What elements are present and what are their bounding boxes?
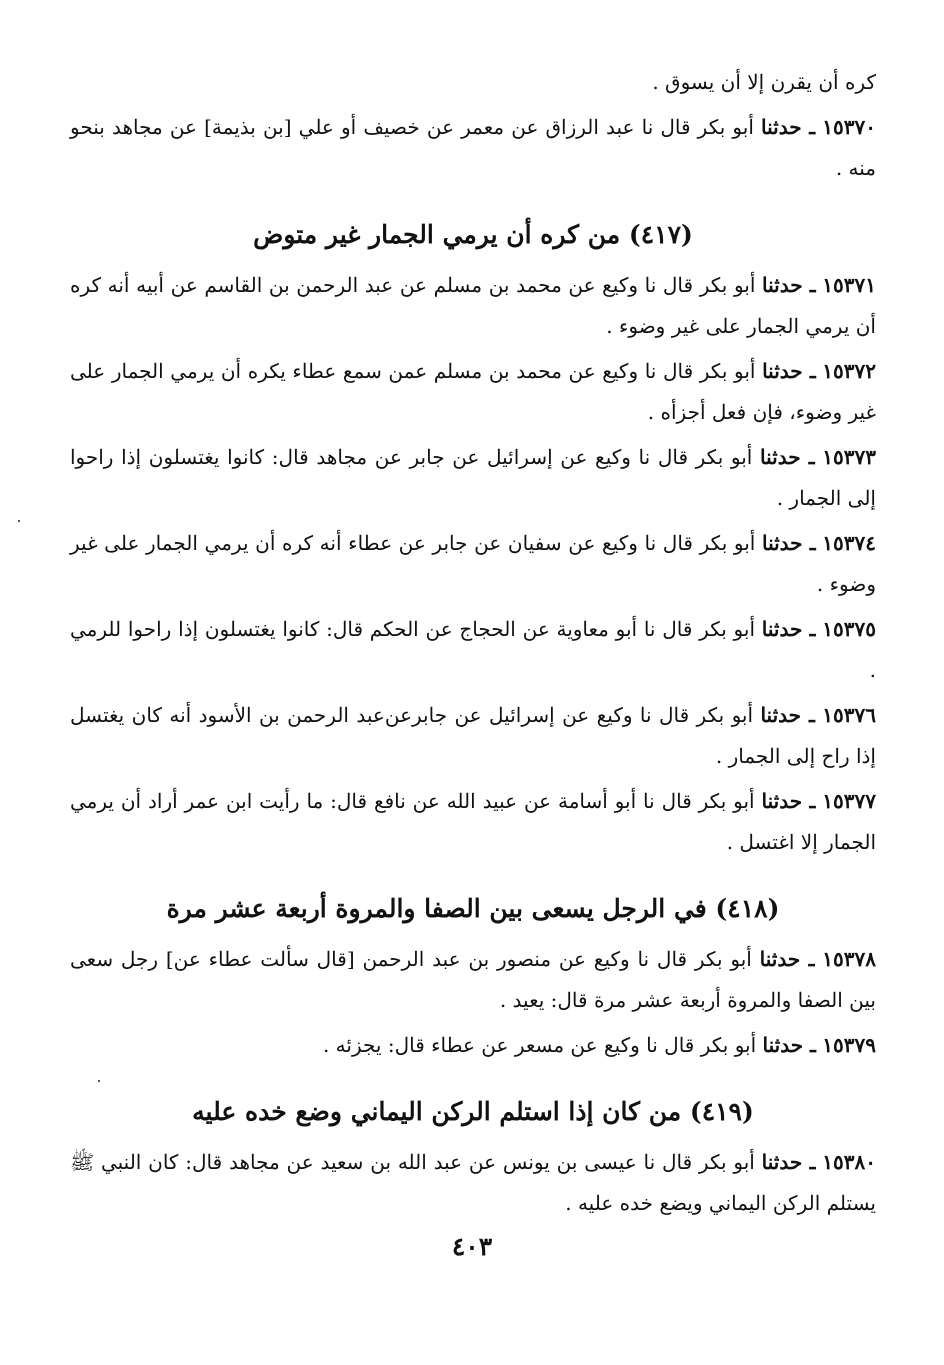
entry-lead: ـ حدثنا — [760, 445, 815, 469]
entry-text: أبو بكر قال نا عيسى بن يونس عن عبد الله بن سعيد عن مجاهد قال: كان النبي ﷺ يستلم الركن اليماني ويضع خده عليه . — [70, 1150, 876, 1215]
entry-number: ١٥٣٧٧ — [822, 789, 877, 813]
entry-15378 — [70, 939, 876, 1021]
chapter-heading-417: (٤١٧) من كره أن يرمي الجمار غير متوض — [253, 220, 693, 249]
entry-15375 — [70, 609, 876, 691]
entry-text: أبو بكر قال نا عبد الرزاق عن معمر عن خصيف أو علي [بن بذيمة] عن مجاهد بنحو منه . — [70, 115, 876, 180]
entry-number: ١٥٣٧١ — [822, 273, 877, 297]
entry-number: ١٥٣٧٥ — [822, 617, 876, 641]
entry-number: ١٥٣٧٦ — [822, 703, 877, 727]
entry-text: كره أن يقرن إلا أن يسوق . — [652, 70, 876, 94]
entry-15373 — [70, 437, 876, 519]
entry-15374 — [70, 523, 876, 605]
entry-text: أبو بكر قال نا أبو معاوية عن الحجاج عن الحكم قال: كانوا يغتسلون إذا راحوا للرمي . — [70, 617, 876, 682]
entry-number: ١٥٣٧٩ — [822, 1033, 876, 1057]
scan-speck — [18, 520, 20, 522]
entry-text: أبو بكر قال نا وكيع عن إسرائيل عن جابرعن‌عبد الرحمن بن الأسود أنه كان يغتسل إذا راح إلى الجمار . — [70, 703, 876, 768]
entry-lead: ـ حدثنا — [762, 359, 816, 383]
entry-lead: ـ حدثنا — [760, 703, 815, 727]
entry-15380 — [70, 1142, 876, 1224]
entry-lead: ـ حدثنا — [762, 1033, 816, 1057]
entry-lead: ـ حدثنا — [762, 273, 816, 297]
entry-number: ١٥٣٧٢ — [822, 359, 877, 383]
entry-number: ١٥٣٧٣ — [822, 445, 877, 469]
entry-text: أبو بكر قال نا وكيع عن محمد بن مسلم عن عبد الرحمن بن القاسم عن أبيه أنه كره أن يرمي الجمار على غير وضوء . — [70, 273, 876, 338]
entry-number: ١٥٣٧٨ — [822, 947, 876, 971]
entry-15376 — [70, 695, 876, 777]
entry-lead: ـ حدثنا — [761, 617, 816, 641]
entry-15372 — [70, 351, 876, 433]
entry-number: ١٥٣٨٠ — [822, 1150, 876, 1174]
entry-text: أبو بكر قال نا وكيع عن إسرائيل عن جابر عن مجاهد قال: كانوا يغتسلون إذا راحوا إلى الجمار . — [70, 445, 876, 510]
page-body — [70, 62, 876, 1228]
entry-text: أبو بكر قال نا وكيع عن محمد بن مسلم عمن سمع عطاء يكره أن يرمي الجمار على غير وضوء، فإن فعل أجزأه . — [70, 359, 876, 424]
entry-lead: ـ حدثنا — [761, 1150, 816, 1174]
entry-15377 — [70, 781, 876, 863]
entry-text: أبو بكر قال نا أبو أسامة عن عبيد الله عن نافع قال: ما رأيت ابن عمر أراد أن يرمي الجمار إلا اغتسل . — [70, 789, 876, 854]
entry-lead: ـ حدثنا — [761, 531, 816, 555]
entry-lead: ـ حدثنا — [759, 947, 815, 971]
entry-text: أبو بكر قال نا وكيع عن سفيان عن جابر عن عطاء أنه كره أن يرمي الجمار على غير وضوء . — [70, 531, 876, 596]
chapter-heading-418: (٤١٨) في الرجل يسعى بين الصفا والمروة أربعة عشر مرة — [166, 894, 780, 923]
entry-15370 — [70, 107, 876, 189]
entry-15371 — [70, 265, 876, 347]
entry-15379 — [70, 1025, 876, 1066]
chapter-heading-419: (٤١٩) من كان إذا استلم الركن اليماني وضع خده عليه — [192, 1097, 754, 1126]
entry-continuation — [70, 62, 876, 103]
entry-lead: ـ حدثنا — [761, 115, 816, 139]
entry-number: ١٥٣٧٠ — [822, 115, 876, 139]
entry-text: أبو بكر قال نا وكيع عن منصور بن عبد الرحمن [قال سألت عطاء عن] رجل سعى بين الصفا والمروة أربعة عشر مرة قال: يعيد . — [70, 947, 876, 1012]
page-number: ٤٠٣ — [451, 1232, 493, 1261]
entry-text: أبو بكر قال نا وكيع عن مسعر عن عطاء قال: يجزئه . — [322, 1033, 763, 1057]
scan-speck — [98, 1080, 100, 1082]
entry-lead: ـ حدثنا — [761, 789, 816, 813]
entry-number: ١٥٣٧٤ — [822, 531, 876, 555]
